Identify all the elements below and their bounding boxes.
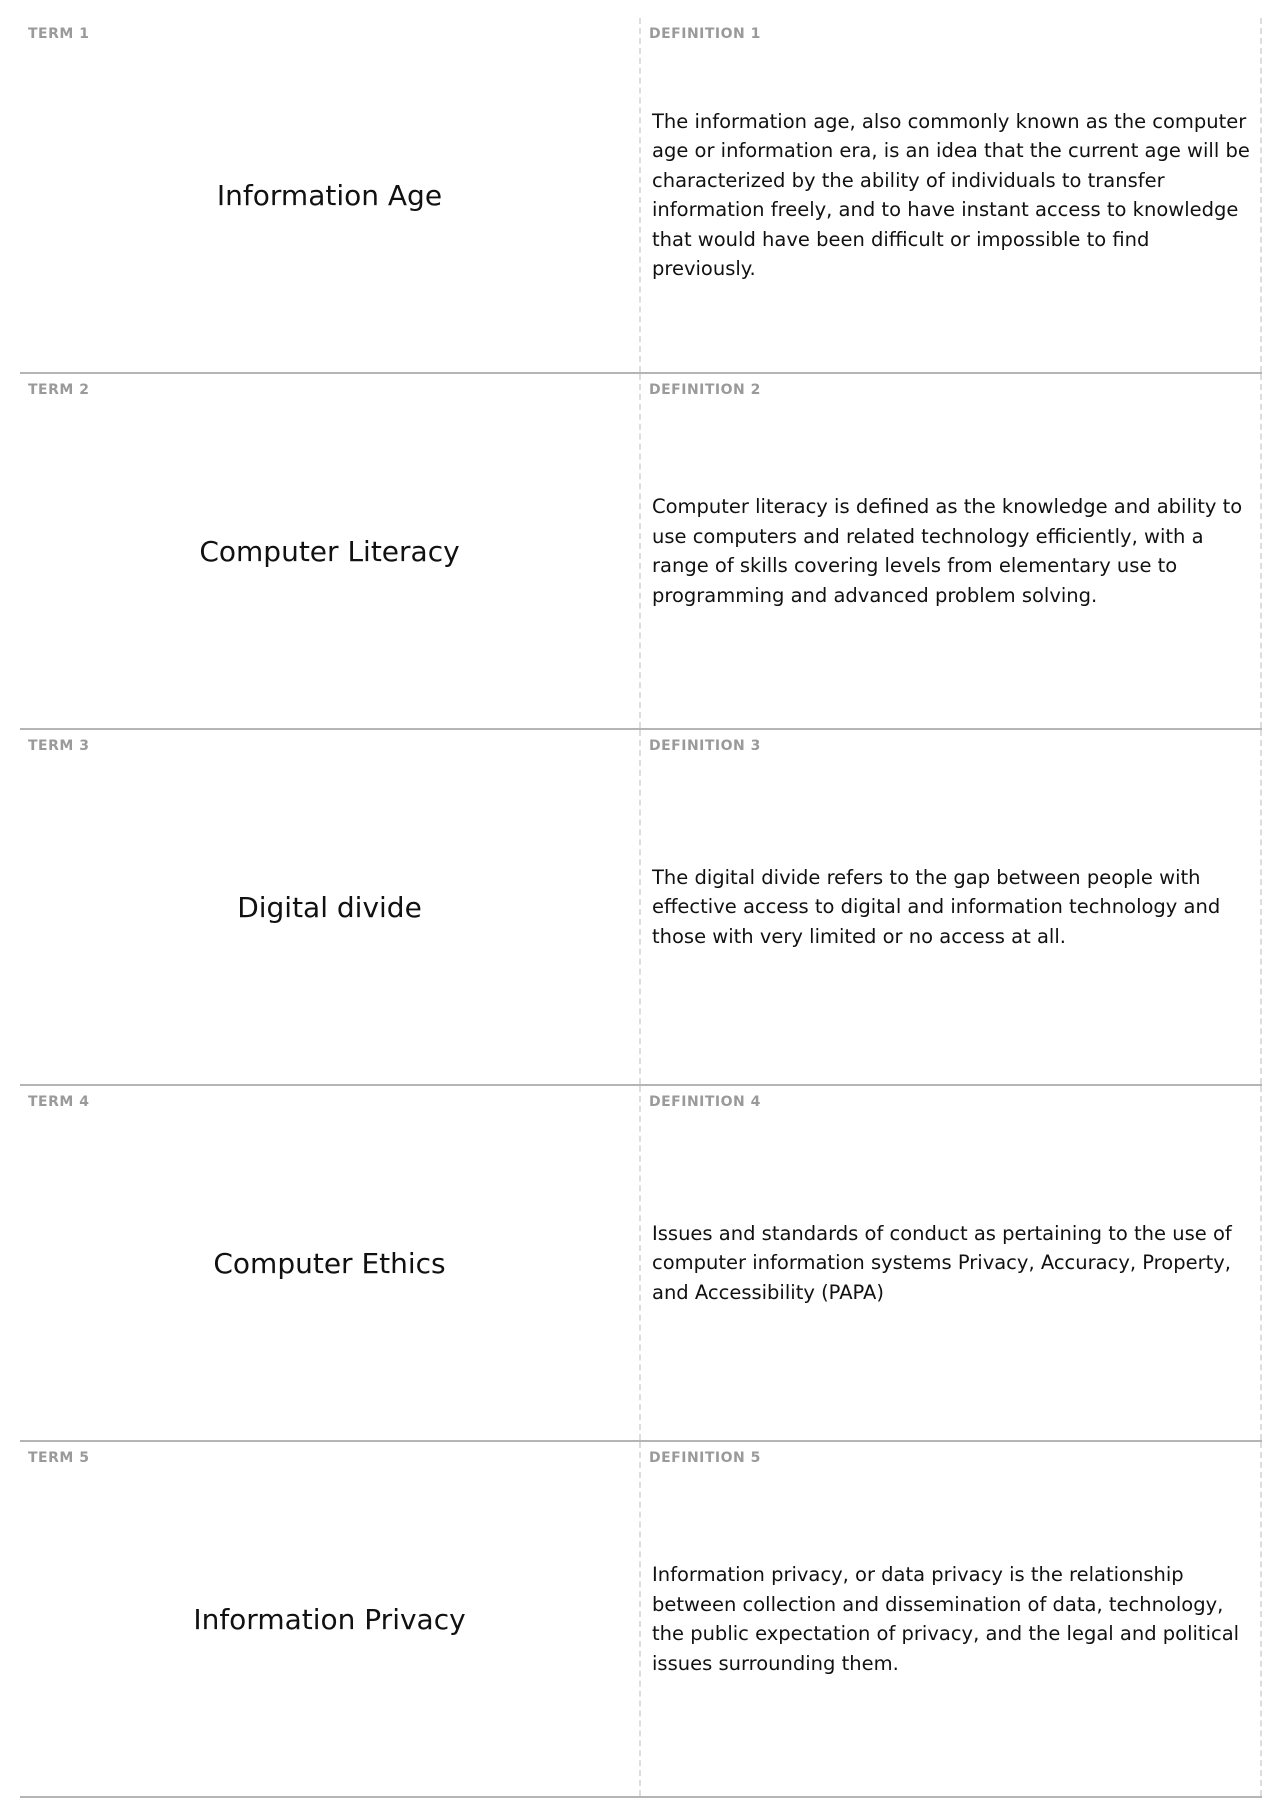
definition-cell bbox=[641, 1086, 1262, 1440]
definition-label: DEFINITION 2 bbox=[649, 382, 761, 398]
flashcard-row-5 bbox=[20, 1442, 1262, 1798]
definition-text: The information age, also commonly known as the computer age or information era, is an idea that the current age will be characterized by the ability of individuals to transfer information freely, and to have instant access to knowledge that would have been difficult or impossible to find previously. bbox=[652, 109, 1250, 280]
term-text: Computer Ethics bbox=[213, 1246, 446, 1280]
definition-text: Information privacy, or data privacy is the relationship between collection and dissemination of data, technology, the public expectation of privacy, and the legal and political issues surrounding them. bbox=[652, 1563, 1240, 1675]
definition-text: Computer literacy is defined as the knowledge and ability to use computers and related technology efficiently, with a range of skills covering levels from elementary use to programming and advanced problem solving. bbox=[652, 495, 1243, 607]
term-text: Information Age bbox=[216, 178, 443, 212]
definition-cell bbox=[641, 1442, 1262, 1796]
definition-text: Issues and standards of conduct as pertaining to the use of computer information systems Privacy, Accuracy, Property, and Accessibility (PAPA) bbox=[652, 1221, 1232, 1304]
definition-text: The digital divide refers to the gap between people with effective access to digital and information technology and those with very limited or no access at all. bbox=[652, 865, 1221, 948]
term-cell bbox=[20, 374, 641, 728]
term-label: TERM 2 bbox=[28, 382, 90, 398]
term-cell bbox=[20, 18, 641, 372]
definition-label: DEFINITION 4 bbox=[649, 1094, 761, 1110]
term-cell bbox=[20, 1442, 641, 1796]
flashcard-row-1 bbox=[20, 18, 1262, 374]
term-label: TERM 1 bbox=[28, 26, 90, 42]
definition-label: DEFINITION 1 bbox=[649, 26, 761, 42]
term-label: TERM 5 bbox=[28, 1450, 90, 1466]
term-text: Information Privacy bbox=[193, 1602, 466, 1636]
definition-cell bbox=[641, 730, 1262, 1084]
flashcard-row-3 bbox=[20, 730, 1262, 1086]
term-cell bbox=[20, 730, 641, 1084]
term-text: Computer Literacy bbox=[199, 534, 460, 568]
term-cell bbox=[20, 1086, 641, 1440]
term-text: Digital divide bbox=[237, 890, 422, 924]
term-label: TERM 4 bbox=[28, 1094, 90, 1110]
definition-cell bbox=[641, 374, 1262, 728]
definition-label: DEFINITION 3 bbox=[649, 738, 761, 754]
definition-label: DEFINITION 5 bbox=[649, 1450, 761, 1466]
definition-cell bbox=[641, 18, 1262, 372]
flashcard-row-2 bbox=[20, 374, 1262, 730]
flashcard-row-4 bbox=[20, 1086, 1262, 1442]
flashcard-sheet bbox=[20, 18, 1262, 1798]
term-label: TERM 3 bbox=[28, 738, 90, 754]
